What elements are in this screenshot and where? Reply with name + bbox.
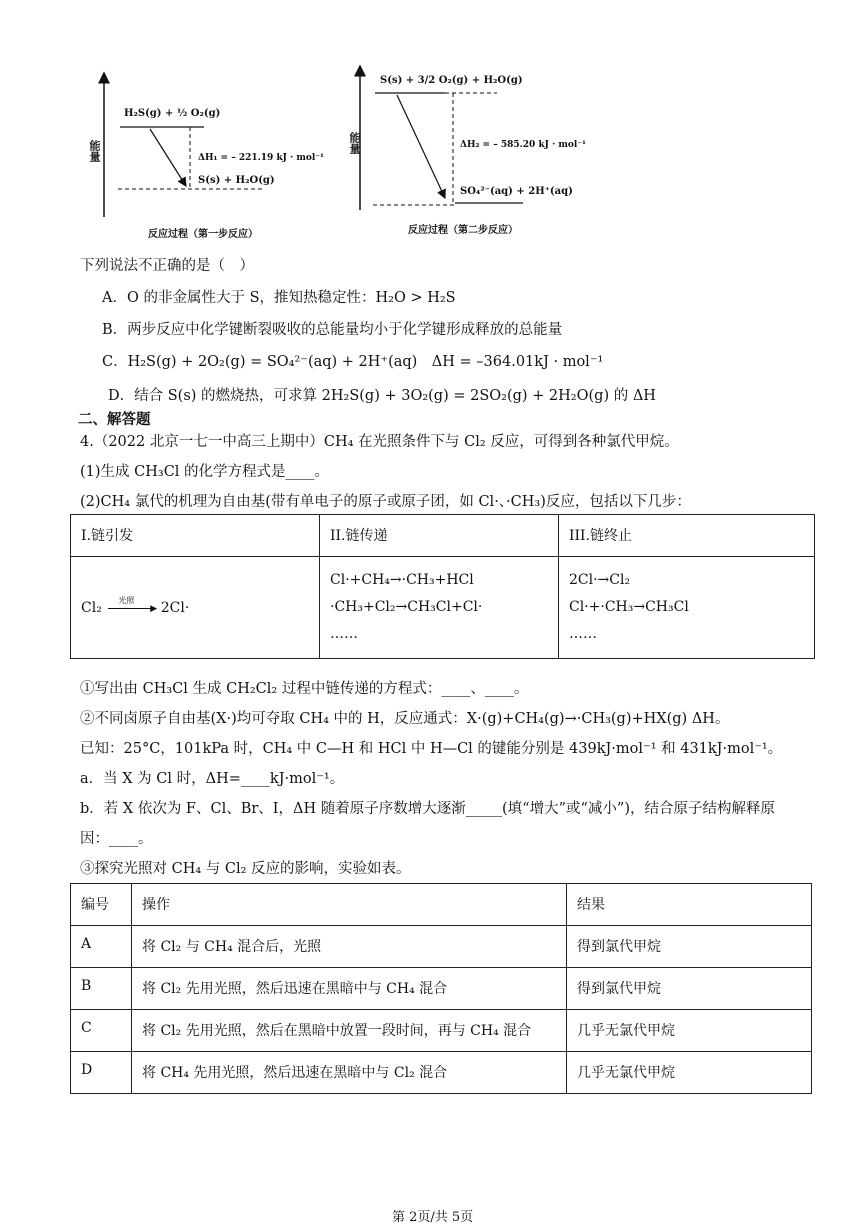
question4-part2: (2)CH₄ 氯代的机理为自由基(带有单电子的原子或原子团，如 Cl·、·CH₃)反应，包括以下几步： [80,494,691,510]
page-footer: 第 2页/共 5页 [392,1210,474,1225]
initiation-cell [71,557,320,659]
reactant-text: Cl₂ [81,599,102,616]
header-result: 结果 [567,884,812,926]
option-d: D．结合 S(s) 的燃烧热，可求算 2H₂S(g) + 3O₂(g) = 2SO₂(g) + 2H₂O(g) 的 ΔH [108,388,656,404]
axis-label: 能量 [348,132,361,154]
header-termination: III.链终止 [559,515,815,557]
reaction-arrow [397,95,445,198]
table-row [71,926,812,968]
axis-label: 能量 [88,140,101,162]
light-condition: 光照 [118,595,135,605]
known-data: 已知：25°C，101kPa 时，CH₄ 中 C—H 和 HCl 中 H—Cl 的键能分别是 439kJ·mol⁻¹ 和 431kJ·mol⁻¹。 [80,741,783,757]
sub-question-2: ②不同卤原子自由基(X·)均可夺取 CH₄ 中的 H，反应通式：X·(g)+CH₄(g)→·CH₃(g)+HX(g) ΔH。 [80,711,730,727]
table-row [71,968,812,1010]
header-initiation: I.链引发 [71,515,320,557]
termination-step-1: 2Cl·→Cl₂ [569,572,631,588]
cell-result: 几乎无氯代甲烷 [567,1052,812,1094]
sub-question-3: ③探究光照对 CH₄ 与 Cl₂ 反应的影响，实验如表。 [80,861,411,877]
section-title: 二、解答题 [78,411,151,428]
cell-result: 得到氯代甲烷 [567,926,812,968]
enthalpy-label: ΔH₁ = – 221.19 kJ · mol⁻¹ [198,153,324,163]
table-header-row [71,884,812,926]
table-row [71,557,815,659]
mechanism-table [70,514,815,659]
cell-operation: 将 Cl₂ 先用光照，然后迅速在黑暗中与 CH₄ 混合 [132,968,567,1010]
cell-result: 得到氯代甲烷 [567,968,812,1010]
option-c: C．H₂S(g) + 2O₂(g) = SO₄²⁻(aq) + 2H⁺(aq) ΔH = –364.01kJ · mol⁻¹ [102,354,604,370]
header-propagation: II.链传递 [320,515,559,557]
cell-number: D [71,1052,132,1094]
sub-question-b-cont: 因：____。 [80,831,153,847]
termination-cell [559,557,815,659]
header-operation: 操作 [132,884,567,926]
product-text: 2Cl· [160,599,190,616]
propagation-ellipsis: …… [330,626,358,642]
header-number: 编号 [71,884,132,926]
arrow-shaft [108,608,152,609]
product-label: SO₄²⁻(aq) + 2H⁺(aq) [460,186,573,197]
cell-operation: 将 CH₄ 先用光照，然后迅速在黑暗中与 Cl₂ 混合 [132,1052,567,1094]
table-row [71,1052,812,1094]
light-arrow [106,595,158,615]
question4-intro: 4.（2022 北京一七一中高三上期中）CH₄ 在光照条件下与 Cl₂ 反应，可得到各种氯代甲烷。 [80,434,679,450]
termination-step-2: Cl·+·CH₃→CH₃Cl [569,599,689,615]
product-label: S(s) + H₂O(g) [198,175,275,186]
enthalpy-label: ΔH₂ = – 585.20 kJ · mol⁻¹ [460,140,586,150]
table-row [71,1010,812,1052]
reaction-arrow [150,129,186,186]
termination-ellipsis: …… [569,626,597,642]
table-header-row [71,515,815,557]
propagation-step-2: ·CH₃+Cl₂→CH₃Cl+Cl· [330,599,483,615]
cell-operation: 将 Cl₂ 与 CH₄ 混合后，光照 [132,926,567,968]
cell-number: B [71,968,132,1010]
option-b: B．两步反应中化学键断裂吸收的总能量均小于化学键形成释放的总能量 [102,322,563,338]
question4-part1: (1)生成 CH₃Cl 的化学方程式是____。 [80,464,330,480]
question-stem: 下列说法不正确的是（ ） [80,258,254,274]
diagram-caption: 反应过程（第二步反应） [408,225,518,236]
sub-question-1: ①写出由 CH₃Cl 生成 CH₂Cl₂ 过程中链传递的方程式：____、____。 [80,681,529,697]
cell-result: 几乎无氯代甲烷 [567,1010,812,1052]
cell-number: C [71,1010,132,1052]
experiment-table [70,883,812,1094]
cell-number: A [71,926,132,968]
propagation-step-1: Cl·+CH₄→·CH₃+HCl [330,572,474,588]
sub-question-a: a．当 X 为 Cl 时，ΔH=____kJ·mol⁻¹。 [80,771,345,787]
propagation-cell [320,557,559,659]
reactant-label: S(s) + 3/2 O₂(g) + H₂O(g) [380,75,523,86]
reactant-label: H₂S(g) + ½ O₂(g) [124,108,221,119]
arrow-head: ▶ [150,603,158,614]
cell-operation: 将 Cl₂ 先用光照，然后在黑暗中放置一段时间，再与 CH₄ 混合 [132,1010,567,1052]
diagram-caption: 反应过程（第一步反应） [148,229,258,240]
option-a: A．O 的非金属性大于 S，推知热稳定性：H₂O > H₂S [102,290,456,306]
sub-question-b: b．若 X 依次为 F、Cl、Br、I，ΔH 随着原子序数增大逐渐_____(填“增大”或“减小”)，结合原子结构解释原 [80,801,775,817]
